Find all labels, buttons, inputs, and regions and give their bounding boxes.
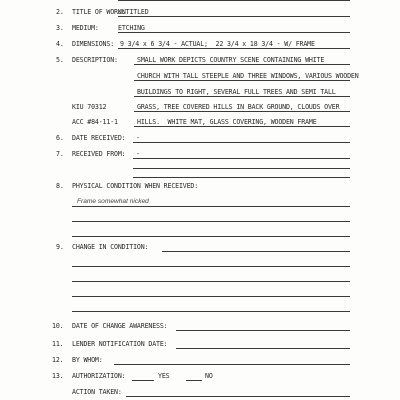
- received-from-line-2: [133, 168, 350, 169]
- received-from-value: -: [136, 150, 140, 158]
- item-12-number: 12.: [52, 356, 64, 364]
- description-line-5: HILLS. WHITE MAT, GLASS COVERING, WOODEN FRAME: [137, 118, 317, 126]
- description-line-4: GRASS, TREE COVERED HILLS IN BACK GROUND, CLOUDS OVER: [137, 103, 340, 111]
- item-6-label: DATE RECEIVED:: [72, 134, 126, 142]
- by-whom-line: [114, 364, 350, 365]
- item-3-number: 3.: [56, 24, 64, 32]
- description-rule-4: [134, 111, 350, 112]
- description-rule-5: [134, 126, 350, 127]
- title-of-work-value: UNTITLED: [118, 8, 149, 16]
- description-rule-3: [134, 96, 350, 97]
- accession-number: ACC #84-11-1: [72, 118, 118, 126]
- item-7-label: RECEIVED FROM:: [72, 150, 126, 158]
- lender-notification-date-line: [176, 348, 350, 349]
- kiu-number: KIU 70312: [72, 103, 107, 111]
- item-12-label: BY WHOM:: [72, 356, 103, 364]
- item-6-number: 6.: [56, 134, 64, 142]
- authorization-no-label: NO: [205, 372, 213, 380]
- description-line-2: CHURCH WITH TALL STEEPLE AND THREE WINDOWS, VARIOUS WOODEN: [137, 72, 359, 80]
- item-4-number: 4.: [56, 40, 64, 48]
- item-8-number: 8.: [56, 182, 64, 190]
- date-received-line: [133, 142, 350, 143]
- date-received-value: -: [136, 134, 140, 142]
- dimensions-line: [118, 48, 350, 49]
- item-2-label: TITLE OF WORK:: [72, 8, 126, 16]
- change-line-5: [72, 311, 350, 312]
- item-9-label: CHANGE IN CONDITION:: [72, 243, 149, 251]
- description-line-3: BUILDINGS TO RIGHT, SEVERAL FULL TREES AND SEMI TALL: [137, 88, 336, 96]
- change-line-3: [72, 281, 350, 282]
- item-10-label: DATE OF CHANGE AWARENESS:: [72, 322, 168, 330]
- change-line-4: [72, 296, 350, 297]
- top-rule: [118, 0, 350, 1]
- action-taken-label: ACTION TAKEN:: [72, 388, 122, 396]
- condition-line-2: [72, 221, 350, 222]
- item-11-label: LENDER NOTIFICATION DATE:: [72, 340, 168, 348]
- condition-line-3: [72, 236, 350, 237]
- change-awareness-date-line: [176, 330, 350, 331]
- condition-line-1: [72, 206, 350, 207]
- item-4-label: DIMENSIONS:: [72, 40, 115, 48]
- authorization-yes-blank: [132, 380, 154, 381]
- medium-value: ETCHING: [118, 24, 145, 32]
- description-rule-2: [134, 80, 350, 81]
- item-7-number: 7.: [56, 150, 64, 158]
- item-10-number: 10.: [52, 322, 64, 330]
- item-13-label: AUTHORIZATION:: [72, 372, 126, 380]
- change-line-1: [162, 251, 350, 252]
- authorization-no-blank: [186, 380, 202, 381]
- item-9-number: 9.: [56, 243, 64, 251]
- received-from-line-1: [133, 158, 350, 159]
- medium-line: [118, 32, 350, 33]
- change-line-2: [72, 266, 350, 267]
- item-2-number: 2.: [56, 8, 64, 16]
- dimensions-value: 9 3/4 x 6 3/4 - ACTUAL; 22 3/4 x 18 3/4 - W/ FRAME: [120, 40, 315, 48]
- received-from-line-3: [133, 177, 350, 178]
- item-3-label: MEDIUM:: [72, 24, 99, 32]
- description-rule-1: [134, 64, 350, 65]
- title-of-work-line: [118, 16, 350, 17]
- authorization-yes-label: YES: [158, 372, 170, 380]
- item-11-number: 11.: [52, 340, 64, 348]
- item-5-number: 5.: [56, 56, 64, 64]
- physical-condition-value: Frame somewhat nicked: [77, 198, 149, 205]
- item-5-label: DESCRIPTION:: [72, 56, 118, 64]
- item-8-label: PHYSICAL CONDITION WHEN RECEIVED:: [72, 182, 199, 190]
- description-line-1: SMALL WORK DEPICTS COUNTRY SCENE CONTAINING WHITE: [137, 56, 325, 64]
- item-13-number: 13.: [52, 372, 64, 380]
- action-taken-line: [126, 396, 350, 397]
